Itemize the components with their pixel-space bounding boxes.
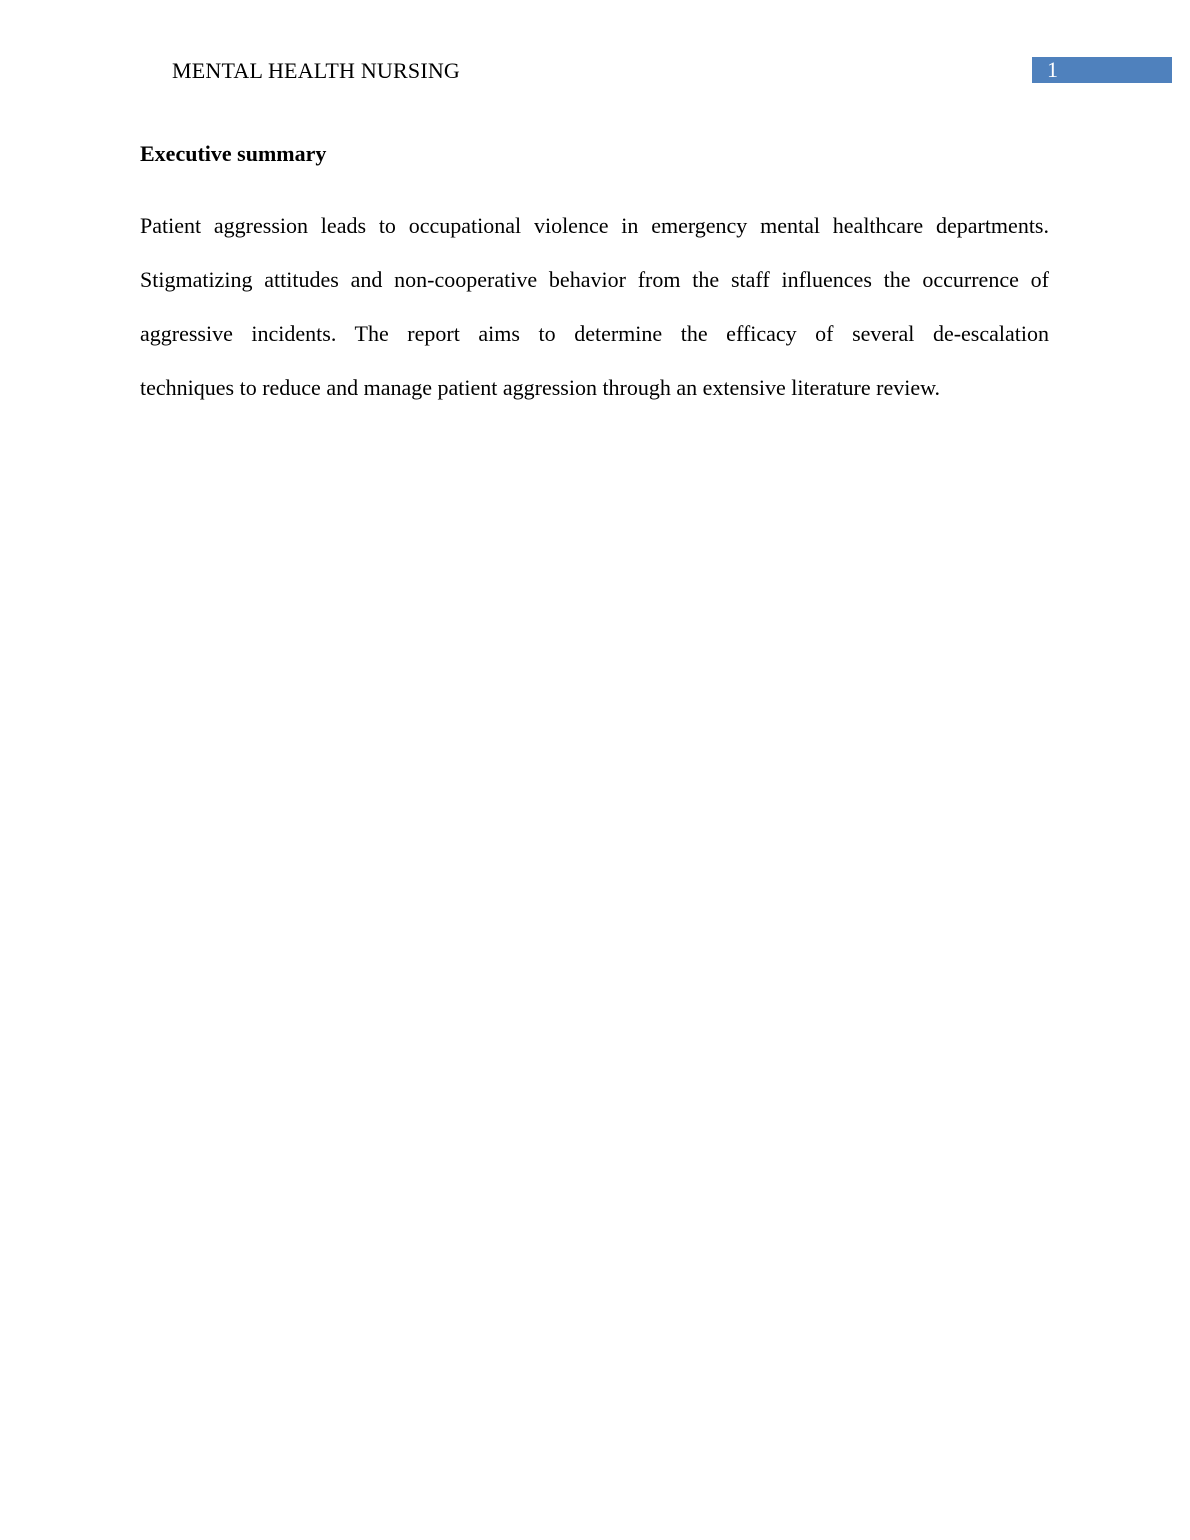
- paragraph-line: Stigmatizing attitudes and non-cooperative behavior from the staff influences the occurrence of: [140, 267, 1049, 292]
- executive-summary-paragraph: [140, 199, 1049, 415]
- page-number: 1: [1047, 57, 1058, 82]
- section-heading: Executive summary: [140, 141, 327, 166]
- paragraph-line: aggressive incidents. The report aims to determine the efficacy of several de-escalation: [140, 321, 1049, 346]
- paragraph-line: Patient aggression leads to occupational violence in emergency mental healthcare departments.: [140, 213, 1049, 238]
- page-number-badge: [1032, 57, 1172, 83]
- running-head: MENTAL HEALTH NURSING: [172, 58, 461, 83]
- paragraph-line: techniques to reduce and manage patient aggression through an extensive literature review.: [140, 375, 941, 400]
